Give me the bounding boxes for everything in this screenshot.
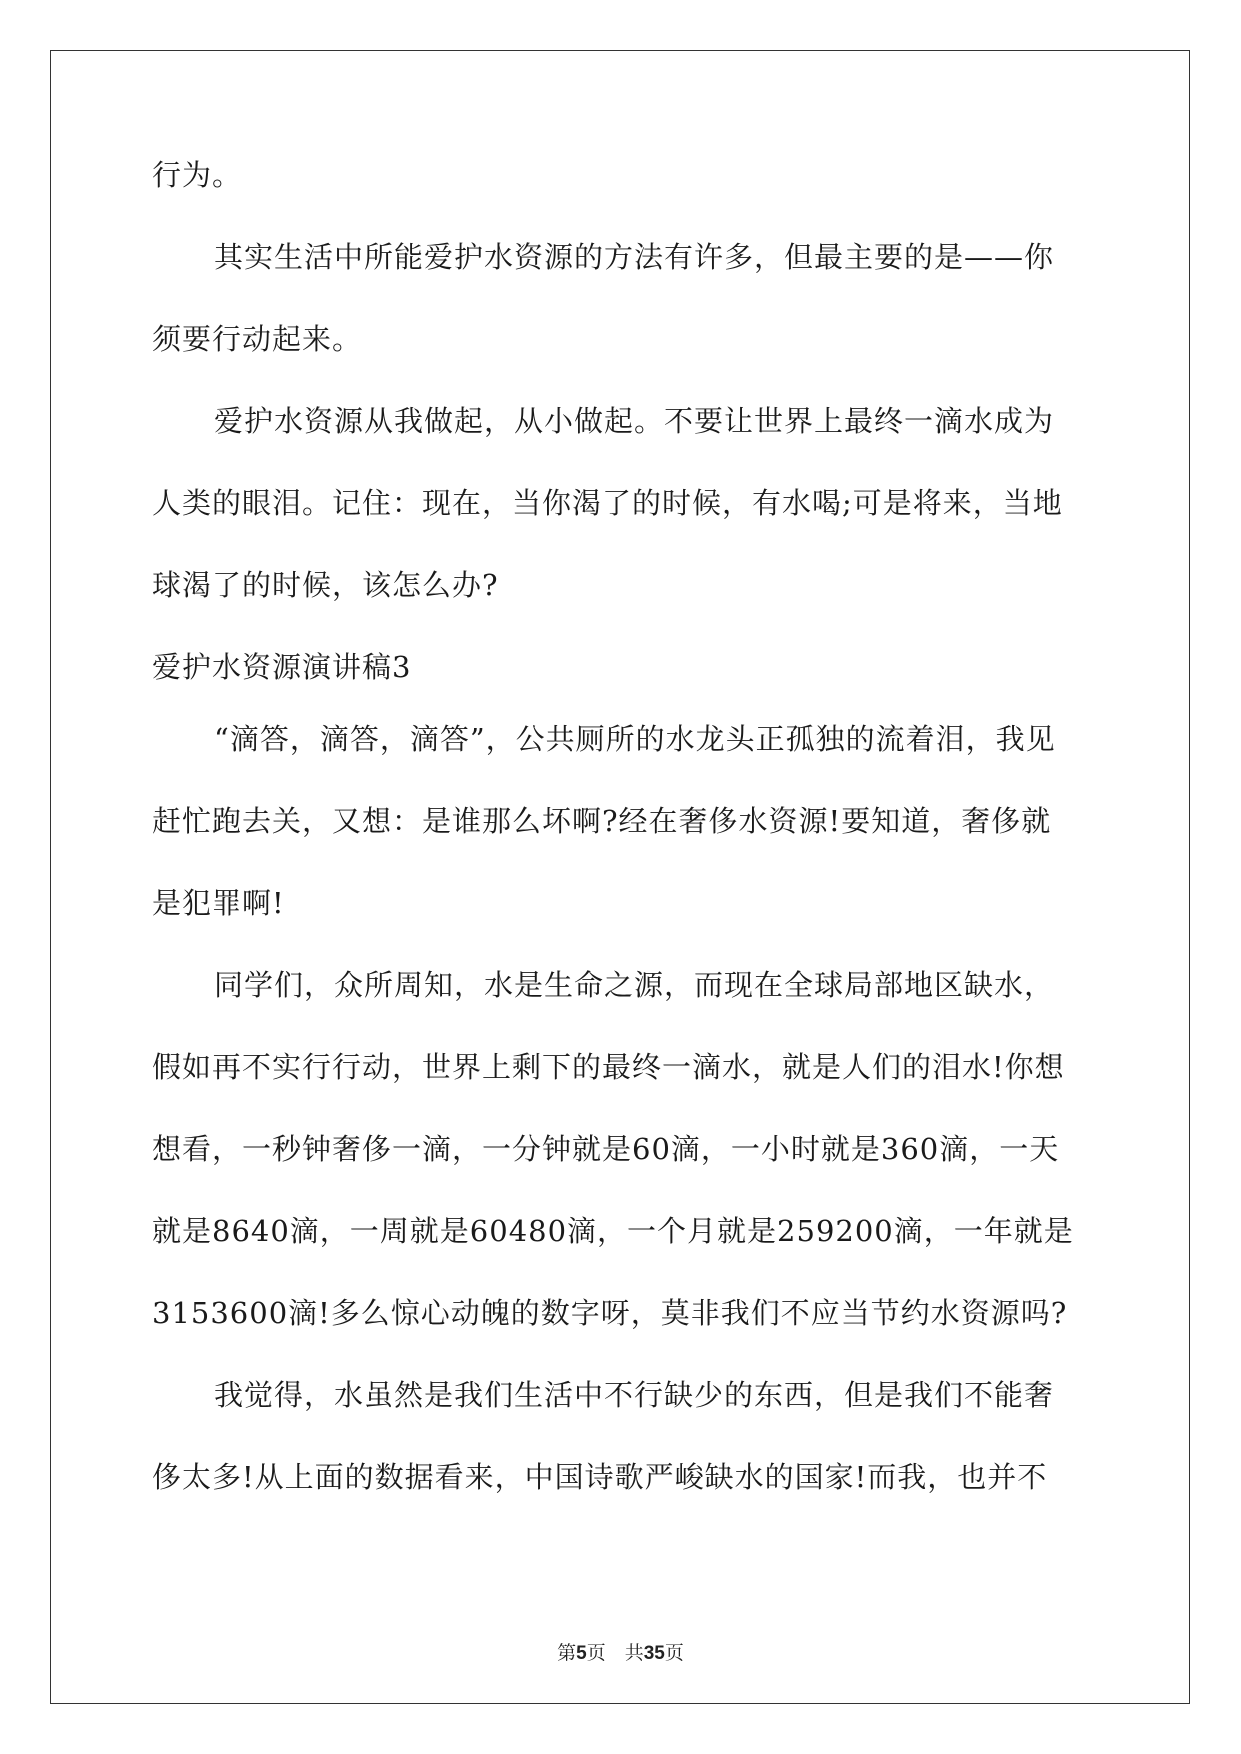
page-footer [0, 1638, 1241, 1665]
total-page-count: 35 [643, 1643, 665, 1664]
text-line: 爱护水资源从我做起，从小做起。不要让世界上最终一滴水成为 [214, 404, 1055, 438]
text-line: 3153600滴!多么惊心动魄的数字呀，莫非我们不应当节约水资源吗? [152, 1296, 1068, 1330]
text-line: 须要行动起来。 [152, 322, 363, 356]
text-line: 我觉得，水虽然是我们生活中不行缺少的东西，但是我们不能奢 [214, 1378, 1055, 1412]
text-line: 是犯罪啊! [152, 886, 285, 920]
text-line: 人类的眼泪。记住：现在，当你渴了的时候，有水喝;可是将来，当地 [152, 486, 1063, 520]
footer-suffix: 页 [664, 1642, 684, 1664]
text-line: 想看，一秒钟奢侈一滴，一分钟就是60滴，一小时就是360滴，一天 [152, 1132, 1060, 1166]
text-line: 其实生活中所能爱护水资源的方法有许多，但最主要的是——你 [214, 240, 1055, 274]
document-body [152, 160, 1092, 1544]
footer-prefix: 第 [557, 1642, 577, 1664]
text-line: 行为。 [152, 158, 243, 192]
text-line: 侈太多!从上面的数据看来，中国诗歌严峻缺水的国家!而我，也并不 [152, 1460, 1048, 1494]
text-line: 同学们，众所周知，水是生命之源，而现在全球局部地区缺水， [214, 968, 1055, 1002]
text-line: 赶忙跑去关，又想：是谁那么坏啊?经在奢侈水资源!要知道，奢侈就 [152, 804, 1052, 838]
text-line: “滴答，滴答，滴答”，公共厕所的水龙头正孤独的流着泪，我见 [214, 722, 1056, 756]
section-heading: 爱护水资源演讲稿3 [152, 650, 412, 684]
text-line: 球渴了的时候，该怎么办? [152, 568, 499, 602]
text-line: 就是8640滴，一周就是60480滴，一个月就是259200滴，一年就是 [152, 1214, 1074, 1248]
text-line: 假如再不实行行动，世界上剩下的最终一滴水，就是人们的泪水!你想 [152, 1050, 1065, 1084]
footer-middle: 页 共 [586, 1642, 644, 1664]
current-page-number: 5 [576, 1643, 587, 1664]
